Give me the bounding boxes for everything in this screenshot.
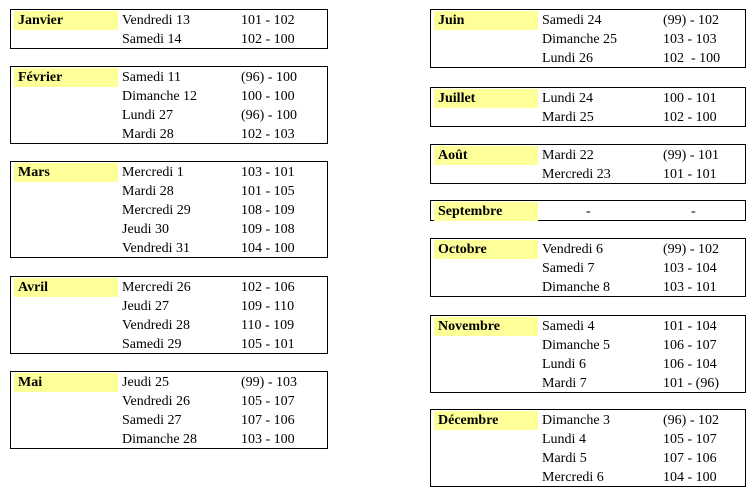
month-label: Novembre	[434, 317, 538, 336]
month-block-mars	[10, 161, 328, 258]
match-score: 103 - 103	[663, 32, 717, 47]
match-day: Samedi 29	[122, 337, 182, 352]
table-row	[431, 411, 747, 430]
match-day: Lundi 6	[542, 357, 586, 372]
table-row	[431, 430, 747, 449]
month-block-juillet	[430, 87, 746, 127]
match-day: Dimanche 5	[542, 338, 611, 353]
month-label: Mars	[14, 163, 118, 182]
match-day: Lundi 4	[542, 432, 586, 447]
match-score: 101 - 105	[241, 184, 295, 199]
table-row	[431, 468, 747, 487]
match-score: 104 - 100	[663, 470, 717, 485]
table-row	[431, 278, 747, 297]
table-row	[11, 373, 329, 392]
match-score: 103 - 104	[663, 261, 717, 276]
table-row	[11, 220, 329, 239]
month-label: Janvier	[14, 11, 118, 30]
match-day: Vendredi 31	[122, 241, 191, 256]
match-score: 107 - 106	[663, 451, 717, 466]
match-score: 102 - 103	[241, 127, 295, 142]
match-score: 102 - 106	[241, 280, 295, 295]
table-row	[11, 30, 329, 49]
table-row	[431, 336, 747, 355]
month-label: Mai	[14, 373, 118, 392]
table-row	[431, 259, 747, 278]
match-score: 107 - 106	[241, 413, 295, 428]
month-block-février	[10, 66, 328, 144]
match-day: Samedi 7	[542, 261, 595, 276]
table-row	[431, 146, 747, 165]
match-day: Samedi 14	[122, 32, 182, 47]
month-block-septembre	[430, 200, 746, 221]
match-day: Lundi 24	[542, 91, 593, 106]
month-label: Août	[434, 146, 538, 165]
table-row	[431, 374, 747, 393]
table-row	[431, 108, 747, 127]
match-score: 101 - 104	[663, 319, 717, 334]
table-row	[11, 182, 329, 201]
match-score: 102 - 100	[663, 110, 717, 125]
table-row	[431, 49, 747, 68]
table-row	[431, 165, 747, 184]
match-day: Mardi 5	[542, 451, 587, 466]
match-day: Lundi 26	[542, 51, 593, 66]
table-row	[431, 355, 747, 374]
table-row	[11, 430, 329, 449]
match-score: 109 - 110	[241, 299, 295, 314]
match-score: 104 - 100	[241, 241, 295, 256]
match-day: Samedi 4	[542, 319, 595, 334]
match-day: Mardi 28	[122, 184, 174, 199]
table-row	[11, 201, 329, 220]
match-score: 106 - 107	[663, 338, 717, 353]
table-row	[11, 316, 329, 335]
month-block-novembre	[430, 315, 746, 393]
match-day: Mardi 7	[542, 376, 587, 391]
table-row	[431, 202, 747, 221]
month-label: Octobre	[434, 240, 538, 259]
match-score: 101 - 101	[663, 167, 717, 182]
table-row	[11, 335, 329, 354]
match-score: (99) - 102	[663, 13, 719, 28]
match-score: -	[691, 204, 696, 219]
match-day: Mercredi 26	[122, 280, 191, 295]
match-day: Dimanche 12	[122, 89, 198, 104]
match-score: 110 - 109	[241, 318, 295, 333]
match-score: 103 - 100	[241, 432, 295, 447]
match-day: Dimanche 28	[122, 432, 198, 447]
month-label: Juillet	[434, 89, 538, 108]
table-row	[431, 449, 747, 468]
match-score: 100 - 100	[241, 89, 295, 104]
table-row	[11, 68, 329, 87]
month-block-décembre	[430, 409, 746, 487]
table-row	[11, 411, 329, 430]
match-day: Samedi 27	[122, 413, 182, 428]
match-score: 108 - 109	[241, 203, 295, 218]
match-day: Mercredi 23	[542, 167, 611, 182]
match-day: Lundi 27	[122, 108, 173, 123]
month-block-avril	[10, 276, 328, 354]
month-block-juin	[430, 9, 746, 68]
match-score: 102 - 100	[663, 51, 721, 66]
match-day: Mardi 22	[542, 148, 594, 163]
table-row	[11, 11, 329, 30]
month-label: Février	[14, 68, 118, 87]
match-score: 109 - 108	[241, 222, 295, 237]
match-score: (96) - 102	[663, 413, 719, 428]
table-row	[431, 89, 747, 108]
match-score: (99) - 103	[241, 375, 297, 390]
match-day: Jeudi 27	[122, 299, 170, 314]
match-score: (96) - 100	[241, 108, 297, 123]
month-label: Décembre	[434, 411, 538, 430]
match-score: (99) - 102	[663, 242, 719, 257]
table-row	[11, 278, 329, 297]
table-row	[11, 239, 329, 258]
match-score: 103 - 101	[241, 165, 295, 180]
table-row	[431, 11, 747, 30]
match-day: Dimanche 25	[542, 32, 618, 47]
month-label: Septembre	[434, 202, 538, 221]
table-row	[11, 106, 329, 125]
match-day: Samedi 11	[122, 70, 181, 85]
match-day: Jeudi 25	[122, 375, 170, 390]
table-row	[11, 87, 329, 106]
match-day: Dimanche 8	[542, 280, 611, 295]
table-row	[431, 317, 747, 336]
match-score: 106 - 104	[663, 357, 717, 372]
table-row	[11, 392, 329, 411]
match-score: (96) - 100	[241, 70, 297, 85]
month-block-mai	[10, 371, 328, 449]
table-row	[11, 297, 329, 316]
match-day: Dimanche 3	[542, 413, 611, 428]
match-score: 102 - 100	[241, 32, 295, 47]
match-score: 100 - 101	[663, 91, 717, 106]
match-score: (99) - 101	[663, 148, 719, 163]
month-label: Avril	[14, 278, 118, 297]
match-score: 101 - 102	[241, 13, 295, 28]
match-day: Samedi 24	[542, 13, 602, 28]
match-score: 103 - 101	[663, 280, 717, 295]
match-day: Mercredi 6	[542, 470, 604, 485]
match-day: Mardi 25	[542, 110, 594, 125]
match-score: 105 - 107	[663, 432, 717, 447]
month-block-août	[430, 144, 746, 184]
month-block-janvier	[10, 9, 328, 49]
match-day: Vendredi 6	[542, 242, 604, 257]
table-row	[11, 163, 329, 182]
match-day: Vendredi 28	[122, 318, 191, 333]
match-day: Mercredi 1	[122, 165, 184, 180]
table-row	[431, 30, 747, 49]
match-score: 105 - 107	[241, 394, 295, 409]
table-row	[431, 240, 747, 259]
match-score: 101 - (96)	[663, 376, 719, 391]
match-day: Jeudi 30	[122, 222, 170, 237]
match-day: Vendredi 26	[122, 394, 191, 409]
table-row	[11, 125, 329, 144]
match-day: Mardi 28	[122, 127, 174, 142]
match-day: -	[586, 204, 591, 219]
match-score: 105 - 101	[241, 337, 295, 352]
match-day: Mercredi 29	[122, 203, 191, 218]
month-block-octobre	[430, 238, 746, 297]
month-label: Juin	[434, 11, 538, 30]
match-day: Vendredi 13	[122, 13, 191, 28]
